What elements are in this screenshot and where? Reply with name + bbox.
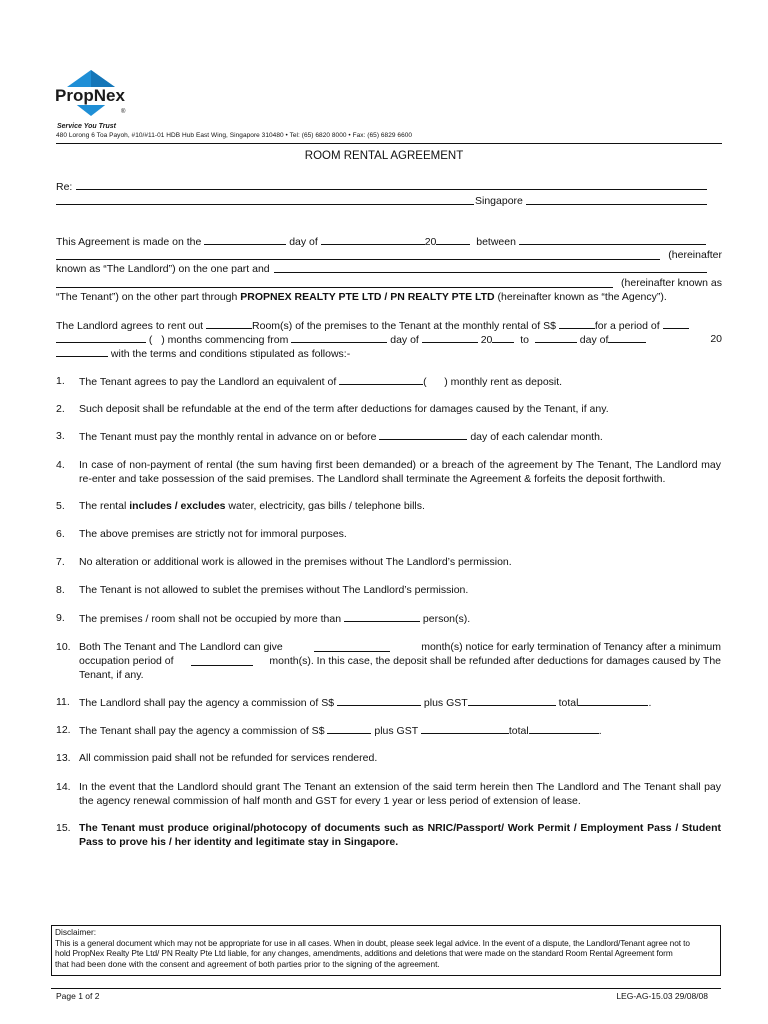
clause-9	[79, 611, 721, 626]
occupants-blank[interactable]	[344, 611, 420, 622]
clause-4: In case of non-payment of rental (the sum having first been demanded) or a breach of the agreement by The Tenant, The Landlord may re-enter and take possession of the said premises. The Landlord shall terminate the Agreement & forfeits the deposit forthwith.	[79, 459, 721, 485]
and-blank[interactable]	[274, 272, 707, 273]
includes-excludes-option: includes / excludes	[129, 500, 226, 512]
clause-1-number: 1.	[56, 375, 65, 387]
clause-5-tail: water, electricity, gas bills / telephone bills.	[225, 500, 425, 512]
clause-5-text: The rental	[79, 500, 130, 512]
clause-12	[79, 723, 721, 738]
landlord-known-text: known as “The Landlord”) on the one part and	[56, 263, 270, 275]
tenant-total-blank[interactable]	[529, 723, 599, 734]
clause-3-text: The Tenant must pay the monthly rental in advance on or before	[79, 431, 377, 443]
agency-name: PROPNEX REALTY PTE LTD / PN REALTY PTE LTD	[240, 291, 495, 303]
clause-7: No alteration or additional work is allowed in the premises without The Landlord’s permission.	[79, 556, 512, 568]
clause-5	[79, 499, 721, 513]
period-blank[interactable]	[663, 318, 689, 329]
tenant-known-text: “The Tenant”) on the other part through	[56, 291, 241, 303]
rent-terms-line-2	[56, 332, 646, 347]
agreement-day-blank[interactable]	[204, 234, 286, 245]
re-blank-2[interactable]	[56, 204, 474, 205]
clause-10	[79, 640, 721, 682]
paren-open: (	[148, 334, 153, 346]
agency-known-text: (hereinafter known as “the Agency”).	[494, 291, 667, 303]
company-address: 480 Lorong 6 Toa Payoh, #10/#11-01 HDB Hub East Wing, Singapore 310480 • Tel: (65) 6820 8000 • Fax: (65) 6829 6600	[56, 132, 413, 139]
logo-wordmark: PropNex	[55, 86, 125, 105]
clause-3-tail: day of each calendar month.	[470, 431, 603, 443]
clause-1-tail: ) monthly rent as deposit.	[444, 376, 563, 388]
end-year-prefix: 20	[710, 333, 722, 345]
start-month-blank[interactable]	[422, 332, 478, 343]
agreement-year-blank[interactable]	[436, 234, 470, 245]
clause-1	[79, 374, 721, 389]
commencing-text: ) months commencing from	[161, 334, 289, 346]
landlord-name-blank[interactable]	[56, 259, 660, 260]
clause-8-number: 8.	[56, 584, 65, 596]
document-title: ROOM RENTAL AGREEMENT	[304, 150, 464, 162]
clause-12-number: 12.	[56, 724, 71, 736]
clause-11	[79, 695, 721, 710]
agreement-made-line	[56, 234, 706, 249]
clause-4-number: 4.	[56, 459, 65, 471]
clause-13-number: 13.	[56, 752, 71, 764]
clause-12-text: The Tenant shall pay the agency a commission of S$	[79, 725, 325, 737]
start-day-of-text: day of	[390, 334, 419, 346]
start-year-blank[interactable]	[492, 332, 514, 343]
clause-1-paren: (	[423, 376, 427, 388]
end-day-of-text: day of	[579, 334, 609, 346]
clause-10-text-3: occupation period of	[79, 655, 174, 667]
start-year-prefix: 20	[480, 334, 493, 346]
clause-12-period: .	[598, 725, 602, 737]
clause-15-number: 15.	[56, 822, 71, 834]
clause-7-number: 7.	[56, 556, 65, 568]
clause-3	[79, 429, 721, 444]
rooms-text: Room(s) of the premises to the Tenant at the monthly rental of S$	[252, 320, 556, 332]
to-text: to	[520, 334, 529, 346]
rent-out-text: The Landlord agrees to rent out	[56, 320, 204, 332]
monthly-rental-blank[interactable]	[559, 318, 595, 329]
document-code: LEG-AG-15.03 29/08/08	[616, 991, 708, 1001]
rent-due-day-blank[interactable]	[379, 429, 467, 440]
agreement-month-blank[interactable]	[321, 234, 425, 245]
deposit-amount-blank[interactable]	[339, 374, 423, 385]
clause-10-number: 10.	[56, 641, 71, 653]
clause-10-text-5: Tenant, if any.	[79, 669, 144, 681]
tenant-gst-blank[interactable]	[421, 723, 509, 734]
disclaimer-line-3: that had been done with the consent and agreement of both parties prior to the signing of the agreement.	[55, 958, 440, 969]
clause-8: The Tenant is not allowed to sublet the premises without The Landlord’s permission.	[79, 584, 469, 596]
clause-15: The Tenant must produce original/photocopy of documents such as NRIC/Passport/ Work Permit / Employment Pass / Student Pass to prove his / her identity and legitimate stay in Singapore.	[79, 822, 721, 848]
footer-rule	[51, 988, 721, 989]
clause-9-tail: person(s).	[422, 613, 471, 625]
page-number: Page 1 of 2	[56, 991, 100, 1001]
clause-10-line-2	[79, 654, 721, 668]
singapore-label: Singapore	[475, 195, 523, 207]
disclaimer-line-2: hold PropNex Realty Pte Ltd/ PN Realty Pte Ltd liable, for any changes, amendments, additions and deletions that were made on the standard Room Rental Agreement form	[55, 948, 673, 958]
year-prefix: 20	[424, 236, 437, 248]
rent-terms-line-1	[56, 318, 689, 333]
tenant-name-blank[interactable]	[56, 287, 613, 288]
clause-6-number: 6.	[56, 528, 65, 540]
tenant-commission-blank[interactable]	[327, 723, 371, 734]
registered-mark: ®	[121, 109, 126, 115]
clause-1-text: The Tenant agrees to pay the Landlord an equivalent of	[79, 376, 337, 388]
re-blank-1[interactable]	[76, 189, 707, 190]
re-label: Re:	[56, 181, 73, 193]
clause-2-number: 2.	[56, 403, 65, 415]
start-day-blank[interactable]	[291, 332, 387, 343]
landlord-gst-blank[interactable]	[468, 695, 556, 706]
tenant-known-line	[56, 290, 667, 304]
clause-5-number: 5.	[56, 500, 65, 512]
rooms-count-blank[interactable]	[206, 318, 252, 329]
min-occupation-blank[interactable]	[191, 654, 253, 666]
disclaimer-title: Disclaimer:	[55, 927, 97, 937]
landlord-total-blank[interactable]	[578, 695, 648, 706]
clause-14-number: 14.	[56, 781, 71, 793]
clause-9-text: The premises / room shall not be occupied by more than	[79, 613, 342, 625]
clause-6: The above premises are strictly not for immoral purposes.	[79, 528, 347, 540]
clause-11-number: 11.	[56, 696, 70, 708]
hereinafter-2: (hereinafter known as	[621, 277, 722, 289]
clause-12-total-text: total	[508, 725, 529, 737]
clause-12-gst-text: plus GST	[374, 725, 418, 737]
clause-9-number: 9.	[56, 612, 65, 624]
end-day-blank[interactable]	[535, 332, 577, 343]
postal-code-blank[interactable]	[526, 204, 707, 205]
clause-10-text: Both The Tenant and The Landlord can give	[79, 641, 283, 653]
clause-10-text-2: month(s) notice for early termination of Tenancy after a minimum	[421, 641, 721, 653]
between-text: between	[476, 236, 516, 248]
clause-14: In the event that the Landlord should grant The Tenant an extension of the said term herein then The Landlord and The Tenant shall pay the agency renewal commission of half month and GST for every 1 year or less period of extension of lease.	[79, 781, 721, 807]
clause-11-total-text: total	[558, 697, 579, 709]
notice-months-blank[interactable]	[314, 640, 390, 652]
hereinafter-1: (hereinafter	[668, 249, 722, 261]
end-year-blank[interactable]	[56, 346, 108, 357]
clause-13: All commission paid shall not be refunded for services rendered.	[79, 752, 378, 764]
clause-11-period: .	[648, 697, 652, 709]
clause-2: Such deposit shall be refundable at the end of the term after deductions for damages caused by the Tenant, if any.	[79, 403, 609, 415]
disclaimer-line-1: This is a general document which may not be appropriate for use in all cases. When in doubt, please seek legal advice. In the event of a dispute, the Landlord/Tenant agree not to	[55, 937, 690, 948]
made-on-text: This Agreement is made on the	[56, 236, 202, 248]
end-month-blank[interactable]	[608, 332, 646, 343]
clause-11-gst-text: plus GST	[423, 697, 468, 709]
months-words-blank[interactable]	[56, 332, 146, 343]
header-rule	[56, 143, 722, 144]
rent-terms-line-3	[56, 346, 350, 361]
landlord-commission-blank[interactable]	[337, 695, 421, 706]
clause-10-line-1	[79, 640, 721, 654]
clause-3-number: 3.	[56, 430, 65, 442]
period-text: for a period of	[594, 320, 660, 332]
disclaimer-box	[51, 925, 721, 976]
clause-10-text-4: month(s). In this case, the deposit shall be refunded after deductions for damages caused by The	[269, 655, 721, 667]
between-blank[interactable]	[519, 234, 706, 245]
day-of-text: day of	[289, 236, 318, 248]
clause-11-text: The Landlord shall pay the agency a commission of S$	[79, 697, 335, 709]
terms-text: with the terms and conditions stipulated as follows:-	[110, 348, 351, 360]
logo-tagline: Service You Trust	[57, 123, 117, 130]
